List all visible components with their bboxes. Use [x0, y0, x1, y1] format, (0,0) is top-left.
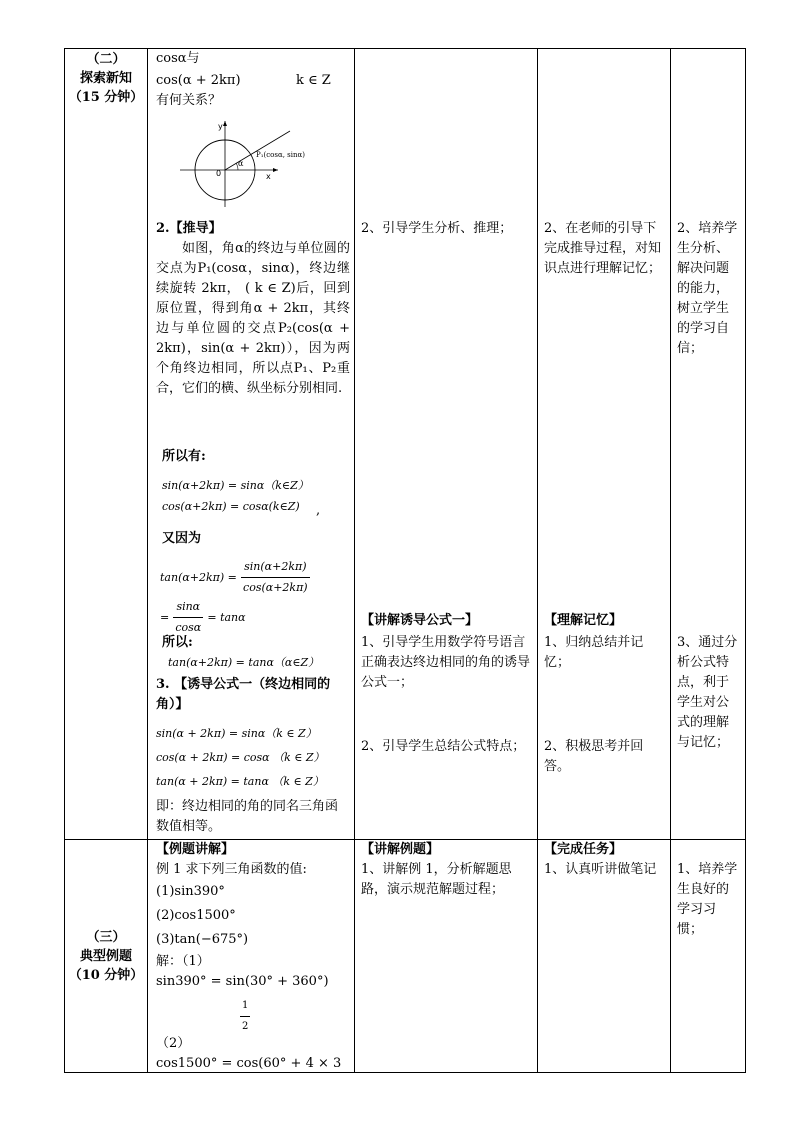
figure-axis-y: y	[218, 122, 223, 131]
so-label: 所以:	[162, 635, 193, 650]
tan-fraction-numerator: sin(α+2kπ)	[241, 557, 310, 578]
teacher-cell-examples	[355, 840, 538, 1073]
question-line-3: 有何关系？	[156, 93, 222, 108]
solution-step-1: sin390° = sin(30° + 360°)	[156, 974, 329, 989]
formula-summary: 即：终边相同的角的同名三角函数值相等。	[156, 799, 339, 834]
derive-title: 2.【推导】	[156, 221, 222, 236]
question-line-2b: k ∈ Z	[296, 73, 331, 88]
half-numerator: 1	[240, 996, 250, 1017]
stage-number: （二）	[86, 52, 126, 67]
content-cell-explore	[148, 49, 355, 840]
formula-tan: tan(α + 2kπ) = tanα （k ∈ Z）	[156, 775, 324, 788]
figure-axis-x: x	[266, 172, 271, 181]
teacher-cell-explore	[355, 49, 538, 840]
solution-label: 解：（1）	[156, 954, 210, 969]
example-item-3: (3)tan(−675°)	[156, 932, 249, 947]
example-prompt: 例 1 求下列三角函数的值:	[156, 862, 307, 877]
stage-cell-explore	[65, 49, 148, 840]
half-denominator: 2	[242, 1021, 249, 1032]
stage-name: 典型例题	[79, 948, 132, 964]
student-cell-examples	[538, 840, 671, 1073]
question-line-1: cosα与	[156, 51, 200, 66]
stage-number: （三）	[86, 929, 126, 945]
figure-alpha: α	[238, 159, 244, 168]
equation-cos: cos(α+2kπ) = cosα(k∈Z)	[162, 500, 300, 513]
derive-paragraph: 如图，角α的终边与单位圆的交点为P₁(cosα，sinα)，终边继续旋转 2kπ， ( k ∈ Z)后，回到原位置，得到角α + 2kπ，其终边与单位圆的交点P₂(cos(α + 2kπ)，sin(α + 2kπ)），因为两个角终边相同，所以点P₁、P₂重合，它们的横、纵坐标分别相同.	[156, 241, 350, 396]
example-heading: 【例题讲解】	[156, 842, 235, 857]
teacher-step-formula: 1、引导学生用数学符号语言正确表达终边相同的角的诱导公式一；	[361, 635, 531, 690]
solution-part-2-label: （2）	[156, 1036, 191, 1051]
tan-lhs: tan(α+2kπ) =	[160, 571, 237, 584]
ratio-expansion	[160, 597, 246, 638]
formula-sin: sin(α + 2kπ) = sinα（k ∈ Z）	[156, 727, 317, 740]
tan-fraction	[241, 557, 310, 598]
intent-cell-explore	[671, 49, 746, 840]
unit-circle-figure	[178, 119, 338, 209]
tan-identity: tan(α+2kπ) = tanα（α∈Z）	[168, 656, 320, 669]
content-cell-examples	[148, 840, 355, 1073]
intent-habits: 1、培养学生良好的学习习惯；	[677, 862, 738, 937]
so-have-label: 所以有:	[162, 449, 206, 464]
tan-expansion	[160, 557, 310, 598]
figure-p1-label: P₁(cosα, sinα)	[256, 151, 305, 159]
ratio-result: = tanα	[207, 611, 246, 624]
stage-time: （15 分钟）	[68, 90, 144, 105]
student-step-memorize: 1、归纳总结并记忆；	[544, 635, 644, 670]
stage-time: （10 分钟）	[68, 967, 144, 983]
teacher-step-example: 1、讲解例 1，分析解题思路，演示规范解题过程；	[361, 862, 512, 897]
stage-cell-examples	[65, 840, 148, 1073]
question-line-2a: cos(α + 2kπ)	[156, 73, 241, 88]
student-heading-memory: 【理解记忆】	[544, 613, 623, 628]
example-item-1: (1)sin390°	[156, 884, 225, 899]
student-step-notes: 1、认真听讲做笔记	[544, 862, 657, 877]
stage-name: 探索新知	[79, 71, 132, 86]
ratio-fraction	[173, 597, 203, 638]
also-because-label: 又因为	[162, 531, 202, 546]
row-examples	[65, 840, 746, 1073]
ratio-eq-sign: =	[160, 611, 170, 624]
formula-title-line-1: 3. 【诱导公式一（终边相同的	[156, 677, 331, 692]
equation-sin: sin(α+2kπ) = sinα（k∈Z）	[162, 479, 309, 492]
row-explore	[65, 49, 746, 840]
example-item-2: (2)cos1500°	[156, 908, 236, 923]
student-step-derive: 2、在老师的引导下完成推导过程，对知识点进行理解记忆；	[544, 221, 662, 276]
teacher-heading-formula: 【讲解诱导公式一】	[361, 613, 479, 628]
figure-origin: 0	[216, 169, 222, 178]
lesson-plan-table	[64, 48, 746, 1073]
formula-title-line-2: 角）】	[156, 697, 189, 712]
intent-ability: 2、培养学生分析、解决问题的能力，树立学生的学习自信；	[677, 221, 738, 356]
ratio-numerator: sinα	[173, 597, 203, 618]
intent-formula: 3、通过分析公式特点，利于学生对公式的理解与记忆；	[677, 635, 738, 750]
student-heading-task: 【完成任务】	[544, 842, 623, 857]
equation-cos-comma: ,	[316, 503, 321, 518]
formula-cos: cos(α + 2kπ) = cosα （k ∈ Z）	[156, 751, 325, 764]
student-cell-explore	[538, 49, 671, 840]
half-fraction	[240, 996, 250, 1037]
solution-half	[240, 996, 250, 1037]
solution-step-2: cos1500° = cos(60° + 4 × 3	[156, 1056, 342, 1071]
intent-cell-examples	[671, 840, 746, 1073]
student-step-answer: 2、积极思考并回答。	[544, 739, 644, 774]
teacher-step-derive: 2、引导学生分析、推理；	[361, 221, 513, 236]
tan-fraction-denominator: cos(α+2kπ)	[243, 581, 308, 594]
teacher-heading-example: 【讲解例题】	[361, 842, 440, 857]
teacher-step-summary: 2、引导学生总结公式特点；	[361, 739, 526, 754]
ratio-denominator: cosα	[175, 621, 202, 634]
